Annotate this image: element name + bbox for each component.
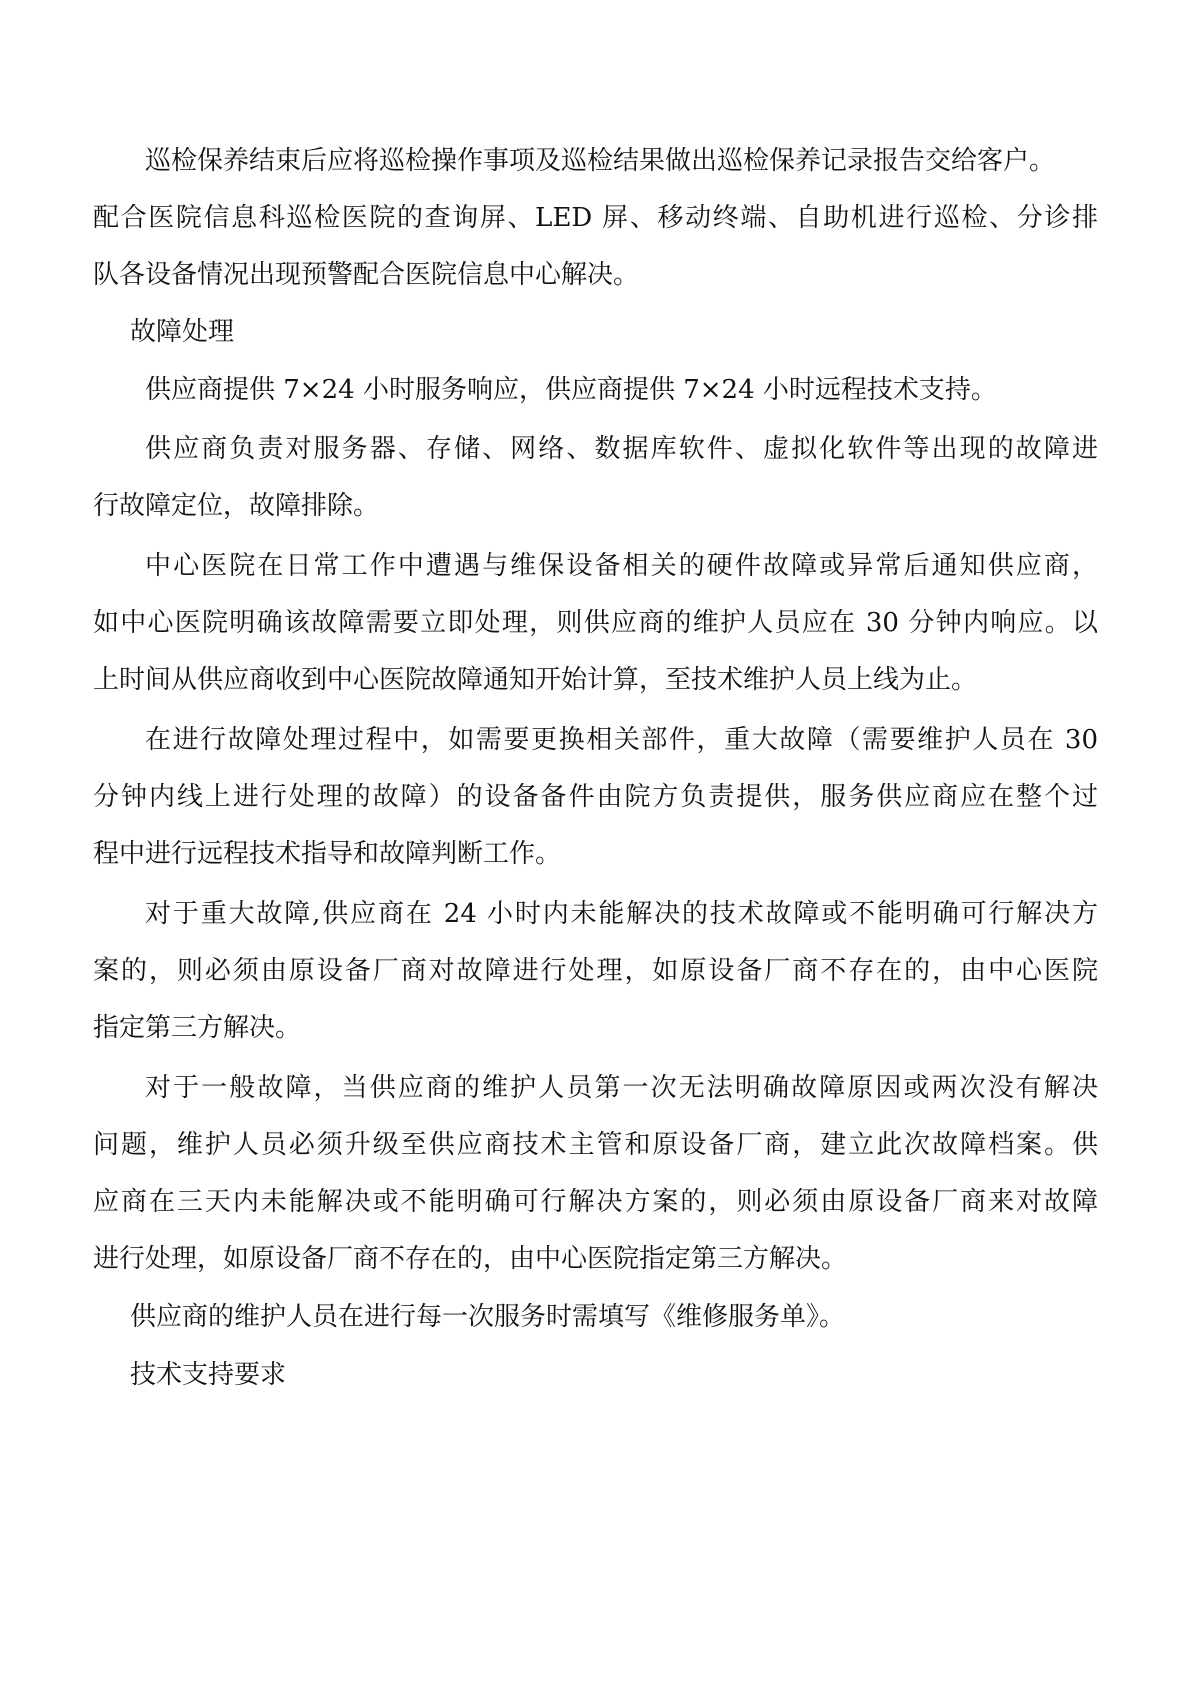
heading-technical-support: 技术支持要求 bbox=[130, 1360, 287, 1390]
paragraph-inspection-devices-line-1: 配合医院信息科巡检医院的查询屏、LED 屏、移动终端、自助机进行巡检、分诊排 bbox=[93, 203, 1098, 233]
paragraph-general-fault-line-2: 问题，维护人员必须升级至供应商技术主管和原设备厂商，建立此次故障档案。供 bbox=[93, 1130, 1098, 1160]
paragraph-major-fault-line-2: 案的，则必须由原设备厂商对故障进行处理，如原设备厂商不存在的，由中心医院 bbox=[93, 956, 1098, 986]
paragraph-hospital-notification-line-1: 中心医院在日常工作中遭遇与维保设备相关的硬件故障或异常后通知供应商， bbox=[145, 551, 1098, 581]
paragraph-general-fault-line-1: 对于一般故障，当供应商的维护人员第一次无法明确故障原因或两次没有解决 bbox=[145, 1073, 1098, 1103]
paragraph-hospital-notification-line-2: 如中心医院明确该故障需要立即处理，则供应商的维护人员应在 30 分钟内响应。以 bbox=[93, 608, 1098, 638]
paragraph-service-response: 供应商提供 7×24 小时服务响应，供应商提供 7×24 小时远程技术支持。 bbox=[145, 375, 997, 405]
paragraph-major-fault-line-3: 指定第三方解决。 bbox=[93, 1013, 302, 1043]
paragraph-supplier-responsibility-line-2: 行故障定位，故障排除。 bbox=[93, 491, 380, 521]
paragraph-major-fault-line-1: 对于重大故障,供应商在 24 小时内未能解决的技术故障或不能明确可行解决方 bbox=[145, 899, 1098, 929]
heading-fault-handling: 故障处理 bbox=[130, 317, 235, 347]
paragraph-parts-replacement-line-1: 在进行故障处理过程中，如需要更换相关部件，重大故障（需要维护人员在 30 bbox=[145, 725, 1098, 755]
paragraph-hospital-notification-line-3: 上时间从供应商收到中心医院故障通知开始计算，至技术维护人员上线为止。 bbox=[93, 665, 978, 695]
paragraph-parts-replacement-line-3: 程中进行远程技术指导和故障判断工作。 bbox=[93, 839, 562, 869]
paragraph-inspection-report-line-1: 巡检保养结束后应将巡检操作事项及巡检结果做出巡检保养记录报告交给客户。 bbox=[145, 146, 1056, 176]
paragraph-general-fault-line-4: 进行处理，如原设备厂商不存在的，由中心医院指定第三方解决。 bbox=[93, 1244, 848, 1274]
paragraph-service-form: 供应商的维护人员在进行每一次服务时需填写《维修服务单》。 bbox=[130, 1302, 846, 1332]
paragraph-supplier-responsibility-line-1: 供应商负责对服务器、存储、网络、数据库软件、虚拟化软件等出现的故障进 bbox=[145, 434, 1098, 464]
paragraph-general-fault-line-3: 应商在三天内未能解决或不能明确可行解决方案的，则必须由原设备厂商来对故障 bbox=[93, 1187, 1098, 1217]
paragraph-inspection-devices-line-2: 队各设备情况出现预警配合医院信息中心解决。 bbox=[93, 260, 640, 290]
paragraph-parts-replacement-line-2: 分钟内线上进行处理的故障）的设备备件由院方负责提供，服务供应商应在整个过 bbox=[93, 782, 1098, 812]
